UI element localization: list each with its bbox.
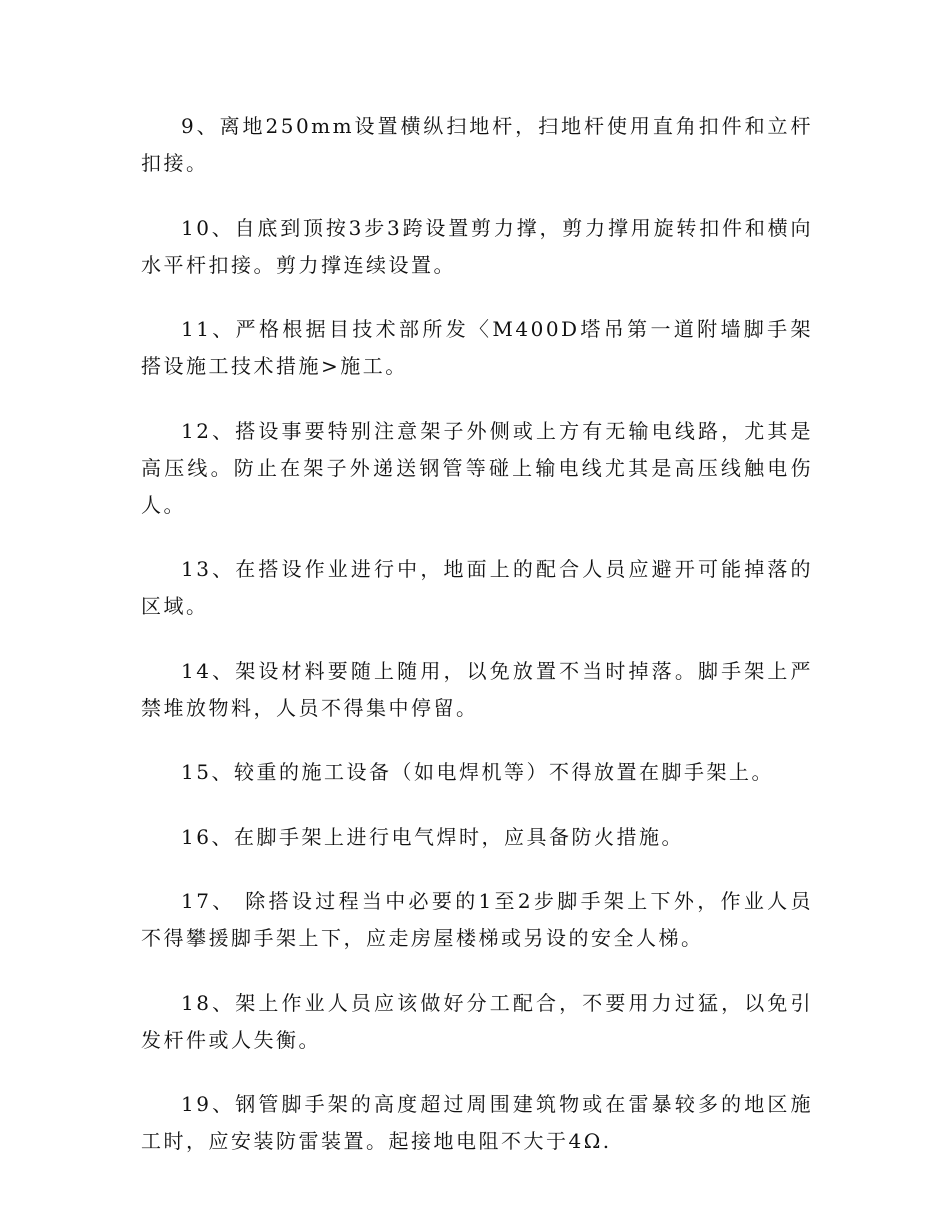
- paragraph-item-16: 16、在脚手架上进行电气焊时，应具备防火措施。: [181, 824, 684, 849]
- paragraph-item-19: 19、钢管脚手架的高度超过周围建筑物或在雷暴较多的地区施工时，应安装防雷装置。起接地电阻不大于4Ω.: [141, 1092, 813, 1153]
- paragraph-item-11: 11、严格根据目技术部所发〈M400D塔吊第一道附墙脚手架搭设施工技术措施>施工。: [141, 317, 813, 378]
- document-page: [141, 108, 813, 1188]
- paragraph-item-12: 12、搭设事要特别注意架子外侧或上方有无输电线路，尤其是高压线。防止在架子外递送钢管等碰上输电线尤其是高压线触电伤人。: [141, 418, 813, 517]
- paragraph-item-17: 17、 除搭设过程当中必要的1至2步脚手架上下外，作业人员不得攀援脚手架上下，应走房屋楼梯或另设的安全人梯。: [141, 889, 813, 950]
- paragraph-item-18: 18、架上作业人员应该做好分工配合，不要用力过猛，以免引发杆件或人失衡。: [141, 990, 813, 1052]
- paragraph-item-9: 9、离地250mm设置横纵扫地杆，扫地杆使用直角扣件和立杆扣接。: [141, 114, 813, 175]
- paragraph-item-10: 10、自底到顶按3步3跨设置剪力撑，剪力撑用旋转扣件和横向水平杆扣接。剪力撑连续设置。: [141, 215, 813, 277]
- paragraph-item-14: 14、架设材料要随上随用，以免放置不当时掉落。脚手架上严禁堆放物料，人员不得集中停留。: [141, 658, 813, 720]
- paragraph-item-15: 15、较重的施工设备（如电焊机等）不得放置在脚手架上。: [181, 760, 774, 784]
- paragraph-item-13: 13、在搭设作业进行中，地面上的配合人员应避开可能掉落的区域。: [141, 557, 813, 618]
